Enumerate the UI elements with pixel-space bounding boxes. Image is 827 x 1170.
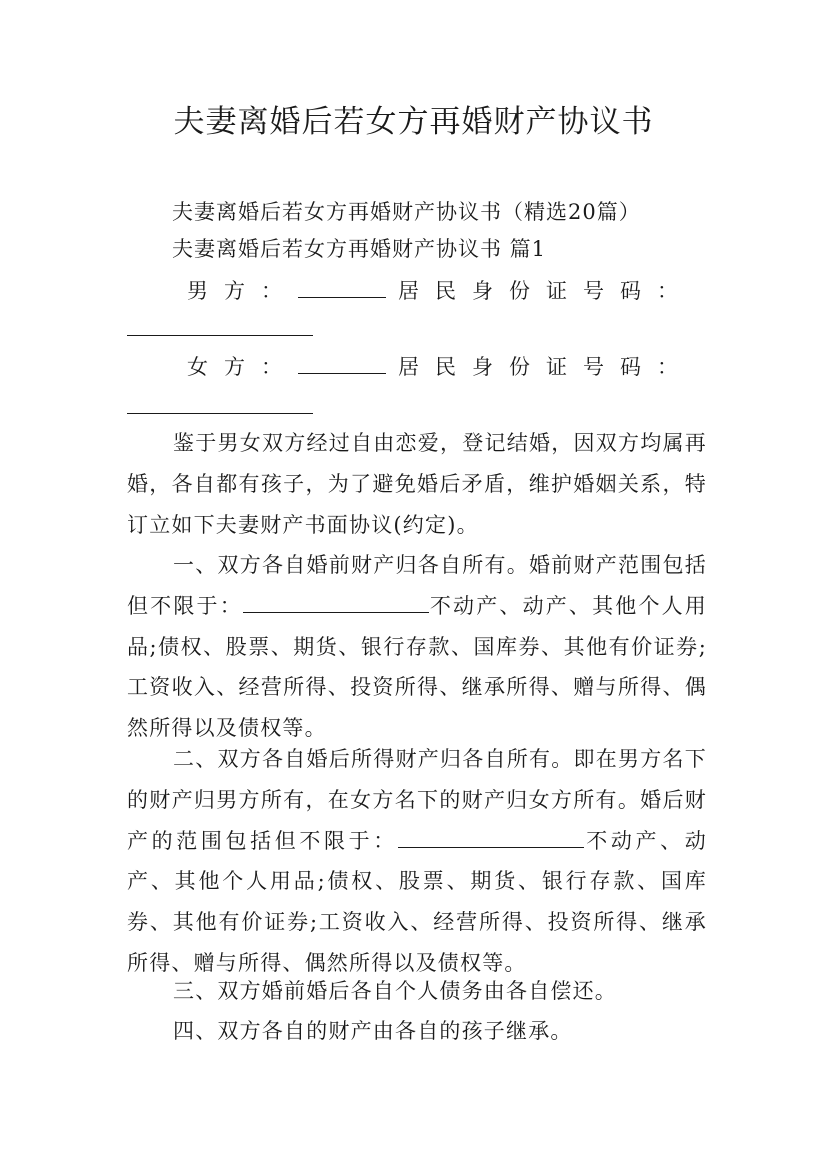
clause-2-blank: [398, 827, 584, 848]
male-id-blank: [127, 335, 313, 336]
female-id-blank: [127, 413, 313, 414]
clause-2-text-a: 二、双方各自婚后所得财产归各自所有。即在男方名下的财产归男方所有，在女方名下的财产归女方所有。婚后财产的范围包括但不限于：: [127, 747, 707, 853]
clause-2: [127, 739, 707, 984]
intro-paragraph: 鉴于男女双方经过自由恋爱，登记结婚，因双方均属再婚，各自都有孩子，为了避免婚后矛盾，维护婚姻关系，特订立如下夫妻财产书面协议(约定)。: [127, 431, 707, 537]
male-party-line: [187, 276, 694, 306]
clause-1-blank: [243, 592, 429, 613]
clause-3: 三、双方婚前婚后各自个人债务由各自偿还。: [173, 979, 617, 1003]
male-name-blank: [298, 277, 386, 298]
male-id-label: 居民身份证号码：: [398, 279, 694, 303]
female-party-line: [187, 352, 694, 382]
clause-2-text-b: 不动产、动产、其他个人用品;债权、股票、期货、银行存款、国库券、其他有价证券;工资收入、经营所得、投资所得、继承所得、赠与所得、偶然所得以及债权等。: [127, 828, 707, 975]
section-heading: 夫妻离婚后若女方再婚财产协议书 篇1: [172, 237, 547, 261]
female-name-blank: [298, 353, 386, 374]
document-subtitle: 夫妻离婚后若女方再婚财产协议书（精选20篇）: [172, 200, 641, 224]
clause-1-text-b: 不动产、动产、其他个人用品;债权、股票、期货、银行存款、国库券、其他有价证券;工资收入、经营所得、投资所得、继承所得、赠与所得、偶然所得以及债权等。: [127, 593, 708, 741]
document-title: 夫妻离婚后若女方再婚财产协议书: [173, 104, 654, 140]
female-id-label: 居民身份证号码：: [398, 355, 694, 379]
clause-4: 四、双方各自的财产由各自的孩子继承。: [173, 1019, 573, 1043]
clause-1-text-a: 一、双方各自婚前财产归各自所有。婚前财产范围包括但不限于：: [127, 553, 707, 618]
female-party-label: 女方：: [187, 355, 298, 379]
clause-1: [127, 545, 707, 749]
male-party-label: 男方：: [187, 279, 298, 303]
